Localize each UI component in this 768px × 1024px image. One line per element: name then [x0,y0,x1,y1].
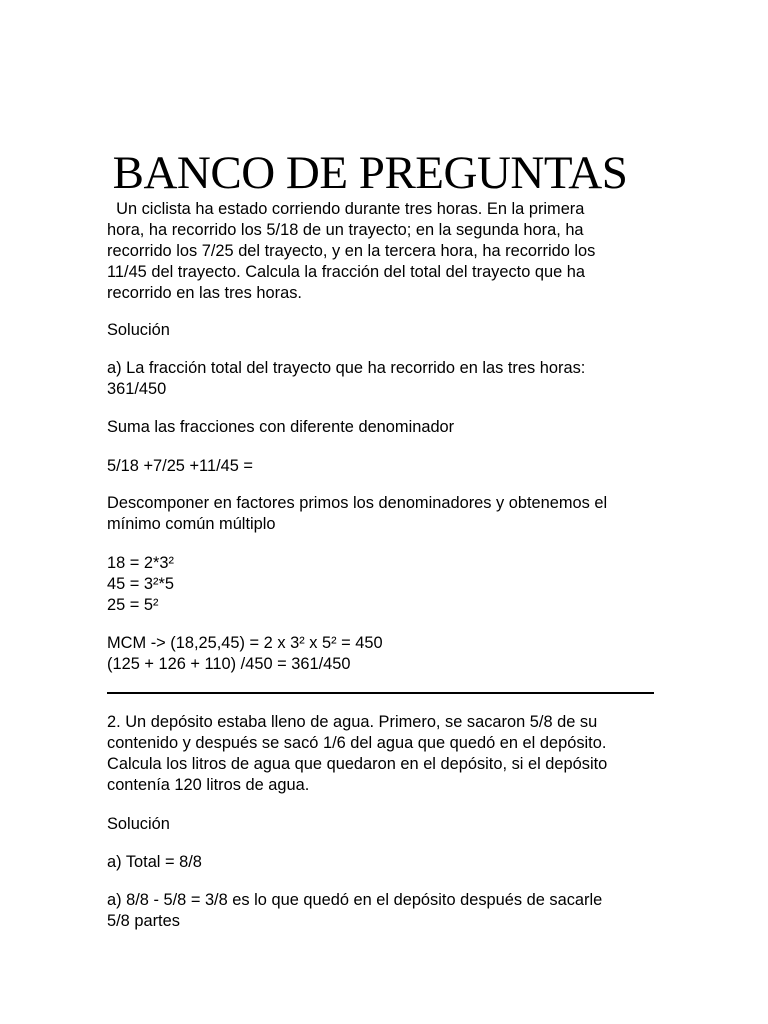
text-line: Suma las fracciones con diferente denominador [107,418,455,436]
problem-1-factorizations [107,553,652,616]
text-line: recorrido en las tres horas. [107,284,302,302]
problem-1-mcm [107,633,652,675]
text-line: Calcula los litros de agua que quedaron en el depósito, si el depósito [107,755,608,773]
page-title: BANCO DE PREGUNTAS [112,147,628,199]
text-line: (125 + 126 + 110) /450 = 361/450 [107,655,351,673]
horizontal-divider [107,692,654,694]
problem-1-expression [107,456,652,477]
text-line: hora, ha recorrido los 5/18 de un trayecto; en la segunda hora, ha [107,221,584,239]
text-line: a) 8/8 - 5/8 = 3/8 es lo que quedó en el depósito después de sacarle [107,891,603,909]
text-line: MCM -> (18,25,45) = 2 x 3² x 5² = 450 [107,634,383,652]
text-line: a) La fracción total del trayecto que ha recorrido en las tres horas: [107,359,586,377]
text-line: 2. Un depósito estaba lleno de agua. Primero, se sacaron 5/8 de su [107,713,598,731]
problem-1-solution-label [107,320,652,341]
text-line: a) Total = 8/8 [107,853,202,871]
text-line: 18 = 2*3² [107,554,174,572]
text-line: 45 = 3²*5 [107,575,174,593]
text-line: recorrido los 7/25 del trayecto, y en la tercera hora, ha recorrido los [107,242,596,260]
solution-label: Solución [107,815,170,833]
problem-2-solution-label [107,814,652,835]
problem-1-step-factor [107,493,652,535]
text-line: 11/45 del trayecto. Calcula la fracción del total del trayecto que ha [107,263,586,281]
problem-1-step-sum [107,417,652,438]
text-line: Un ciclista ha estado corriendo durante tres horas. En la primera [107,200,585,218]
text-line: 5/18 +7/25 +11/45 = [107,457,253,475]
text-line: 361/450 [107,380,167,398]
solution-label: Solución [107,321,170,339]
problem-2-total [107,852,652,873]
text-line: mínimo común múltiplo [107,515,276,533]
text-line: 25 = 5² [107,596,159,614]
text-line: contenía 120 litros de agua. [107,776,310,794]
problem-2-statement [107,712,652,796]
problem-1-statement [107,199,652,304]
text-line: Descomponer en factores primos los denominadores y obtenemos el [107,494,608,512]
text-line: contenido y después se sacó 1/6 del agua que quedó en el depósito. [107,734,607,752]
text-line: 5/8 partes [107,912,180,930]
problem-1-answer [107,358,652,400]
problem-2-remaining [107,890,652,932]
